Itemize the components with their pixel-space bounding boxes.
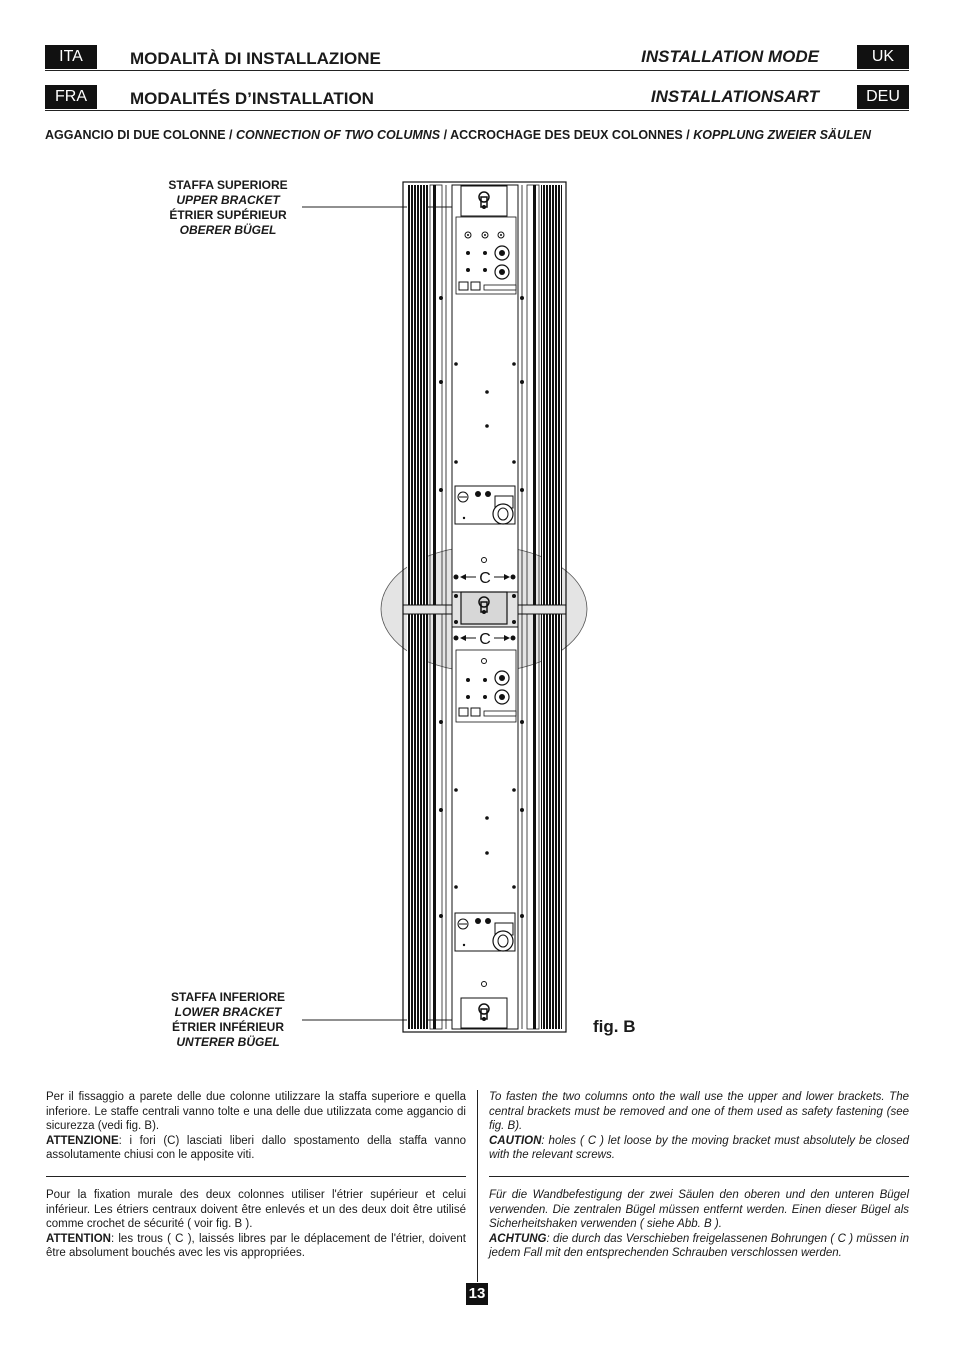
text-en-body: To fasten the two columns onto the wall use the upper and lower brackets. The central brackets must be removed and one of them used as safety fastening (see fig. B). xyxy=(489,1091,909,1132)
page-number: 13 xyxy=(466,1283,488,1305)
section-title-it: MODALITÀ DI INSTALLAZIONE xyxy=(130,49,381,68)
callout-upper-fr: ÉTRIER SUPÉRIEUR xyxy=(169,208,287,222)
separator-right xyxy=(489,1176,909,1177)
text-en-warn: : holes ( C ) let loose by the moving bracket must absolutely be closed with the relevant screws. xyxy=(489,1134,909,1161)
text-block-fr xyxy=(46,1188,466,1261)
lang-tag-ita: ITA xyxy=(45,45,97,69)
lower-bracket xyxy=(461,998,507,1028)
subtitle-it: AGGANCIO DI DUE COLONNE / xyxy=(45,128,236,142)
text-en-warn-label: CAUTION xyxy=(489,1134,542,1147)
upper-bracket xyxy=(461,186,507,216)
text-de-warn: : die durch das Verschieben freigelassenen Bohrungen ( C ) müssen in jedem Fall mit den entsprechenden Schrauben verschlossen werden. xyxy=(489,1232,909,1259)
callout-upper-en: UPPER BRACKET xyxy=(176,193,280,207)
text-fr-body: Pour la fixation murale des deux colonnes utiliser l'étrier supérieur et celui inférieur. Les étriers centraux doivent être enlevés et un des deux doit être utilisé comme crochet de sécurité ( voir fig. B ). xyxy=(46,1189,466,1230)
text-fr-warn-label: ATTENTION xyxy=(46,1232,111,1245)
callout-upper-it: STAFFA SUPERIORE xyxy=(168,178,288,192)
figure-label: fig. B xyxy=(593,1017,636,1036)
callout-lower-it: STAFFA INFERIORE xyxy=(171,990,285,1004)
lang-tag-uk: UK xyxy=(857,45,909,69)
callout-upper-de: OBERER BÜGEL xyxy=(179,223,277,237)
text-de-body: Für die Wandbefestigung der zwei Säulen den oberen und den unteren Bügel verwenden. Die zentralen Bügel müssen entfernt werden. Einen dieser Bügel als Sicherheitshaken verwenden ( siehe Abb. B ). xyxy=(489,1189,909,1230)
subtitle-fr: ACCROCHAGE DES DEUX COLONNES / xyxy=(450,128,694,142)
subtitle-de: KOPPLUNG ZWEIER SÄULEN xyxy=(693,128,871,142)
grille-right-bottom xyxy=(541,614,562,1029)
text-de-warn-label: ACHTUNG xyxy=(489,1232,547,1245)
callout-lower-de: UNTERER BÜGEL xyxy=(176,1035,280,1049)
lang-tag-deu: DEU xyxy=(857,85,909,109)
callout-lower-en: LOWER BRACKET xyxy=(174,1005,282,1019)
section-title-en: INSTALLATION MODE xyxy=(641,47,819,66)
subtitle-separator: / xyxy=(440,128,451,142)
text-it-warn-label: ATTENZIONE xyxy=(46,1134,119,1147)
grille-left-top xyxy=(407,185,428,605)
subtitle-en: CONNECTION OF TWO COLUMNS xyxy=(235,128,441,142)
hole-label-c-upper: C xyxy=(479,570,491,587)
speakon-connector-upper xyxy=(455,486,515,524)
column-divider xyxy=(477,1090,478,1282)
callout-lower-fr: ÉTRIER INFÉRIEUR xyxy=(171,1020,284,1034)
section-title-de: INSTALLATIONSART xyxy=(650,87,819,106)
lang-tag-fra: FRA xyxy=(45,85,97,109)
speakon-connector-lower xyxy=(455,913,515,951)
text-it-warn: : i fori (C) lasciati liberi dallo spostamento della staffa vanno assolutamente chiusi con le apposite viti. xyxy=(46,1134,466,1161)
grille-right-top xyxy=(541,185,562,605)
text-block-it xyxy=(46,1090,466,1163)
hole-label-c-lower: C xyxy=(479,631,491,648)
text-fr-warn: : les trous ( C ), laissés libres par le déplacement de l'étrier, doivent être absolument bouchés avec les vis appropriées. xyxy=(46,1232,466,1259)
text-it-body: Per il fissaggio a parete delle due colonne utilizzare la staffa superiore e quella inferiore. Le staffe centrali vanno tolte e una delle due utilizzata come aggancio di sicurezza (vedi fig. B). xyxy=(46,1091,466,1132)
grille-left-bottom xyxy=(407,614,428,1029)
text-block-en xyxy=(489,1090,909,1163)
text-block-de xyxy=(489,1188,909,1261)
panel-top xyxy=(452,185,518,605)
section-title-fr: MODALITÉS D’INSTALLATION xyxy=(130,89,374,108)
central-bracket xyxy=(452,592,518,627)
separator-left xyxy=(46,1176,466,1177)
